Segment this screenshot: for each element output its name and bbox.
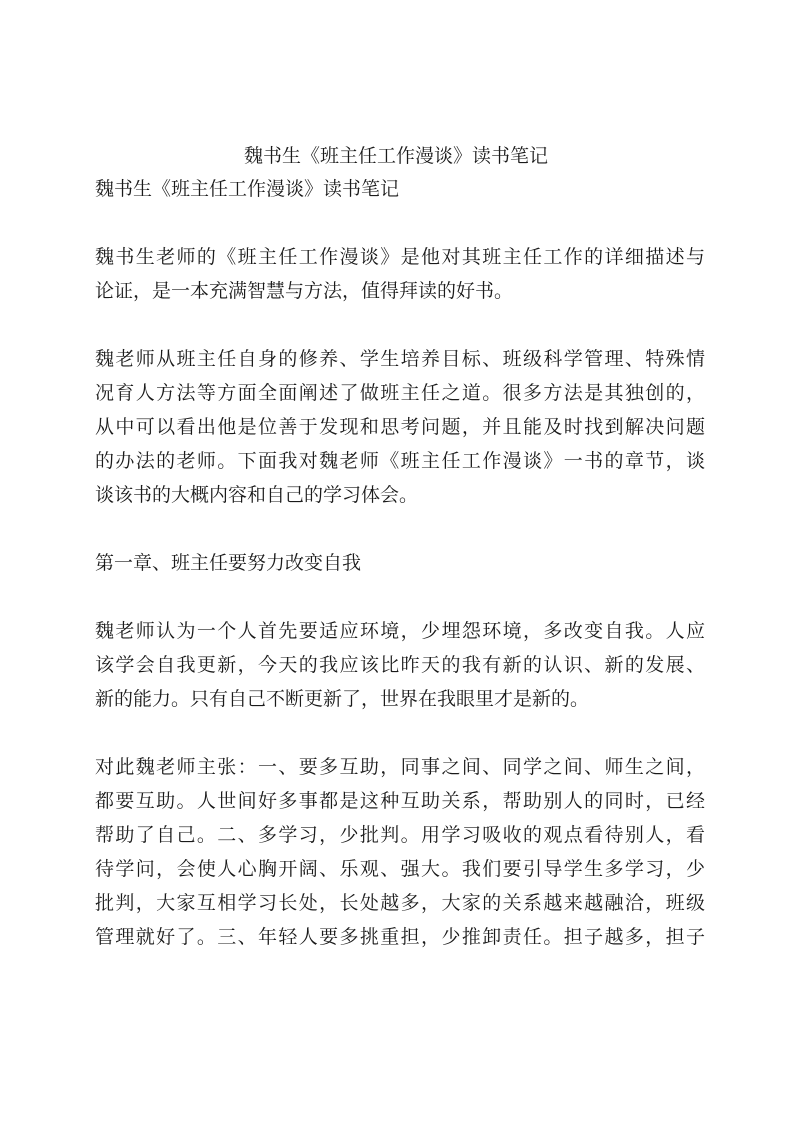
paragraph-line: 待学问，会使人心胸开阔、乐观、强大。我们要引导学生多学习，少: [95, 858, 705, 880]
document-subtitle: 魏书生《班主任工作漫谈》读书笔记: [95, 178, 400, 200]
paragraph-line: 况育人方法等方面全面阐述了做班主任之道。很多方法是其独创的，: [95, 382, 705, 404]
paragraph-self-change: [95, 614, 705, 716]
paragraph-principles: [95, 750, 705, 954]
paragraph-intro: [95, 240, 705, 308]
document-title: 魏书生《班主任工作漫谈》读书笔记: [243, 145, 548, 167]
paragraph-gap: [95, 512, 705, 546]
paragraph-gap: [95, 716, 705, 750]
paragraph-line: 新的能力。只有自己不断更新了，世界在我眼里才是新的。: [95, 688, 590, 710]
chapter-heading-text: 第一章、班主任要努力改变自我: [95, 552, 362, 574]
paragraph-line: 管理就好了。三、年轻人要多挑重担，少推卸责任。担子越多，担子: [95, 926, 705, 948]
paragraph-line: 批判，大家互相学习长处，长处越多，大家的关系越来越融洽，班级: [95, 892, 705, 914]
paragraph-line: 论证，是一本充满智慧与方法，值得拜读的好书。: [95, 280, 514, 302]
chapter-heading: [95, 546, 705, 580]
paragraph-line: 对此魏老师主张：一、要多互助，同事之间、同学之间、师生之间，: [95, 756, 705, 778]
paragraph-line: 该学会自我更新，今天的我应该比昨天的我有新的认识、新的发展、: [95, 654, 705, 676]
paragraph-line: 谈该书的大概内容和自己的学习体会。: [95, 484, 419, 506]
paragraph-line: 魏书生老师的《班主任工作漫谈》是他对其班主任工作的详细描述与: [95, 246, 705, 268]
paragraph-line: 魏老师从班主任自身的修养、学生培养目标、班级科学管理、特殊情: [95, 348, 705, 370]
paragraph-line: 魏老师认为一个人首先要适应环境，少埋怨环境，多改变自我。人应: [95, 620, 705, 642]
paragraph-line: 从中可以看出他是位善于发现和思考问题，并且能及时找到解决问题: [95, 416, 705, 438]
paragraph-overview: [95, 342, 705, 512]
paragraph-line: 的办法的老师。下面我对魏老师《班主任工作漫谈》一书的章节，谈: [95, 450, 705, 472]
paragraph-gap: [95, 206, 705, 240]
paragraph-line: 帮助了自己。二、多学习，少批判。用学习吸收的观点看待别人，看: [95, 824, 705, 846]
paragraph-gap: [95, 580, 705, 614]
paragraph-line: 都要互助。人世间好多事都是这种互助关系，帮助别人的同时，已经: [95, 790, 705, 812]
document-body: [95, 172, 705, 954]
paragraph-gap: [95, 308, 705, 342]
